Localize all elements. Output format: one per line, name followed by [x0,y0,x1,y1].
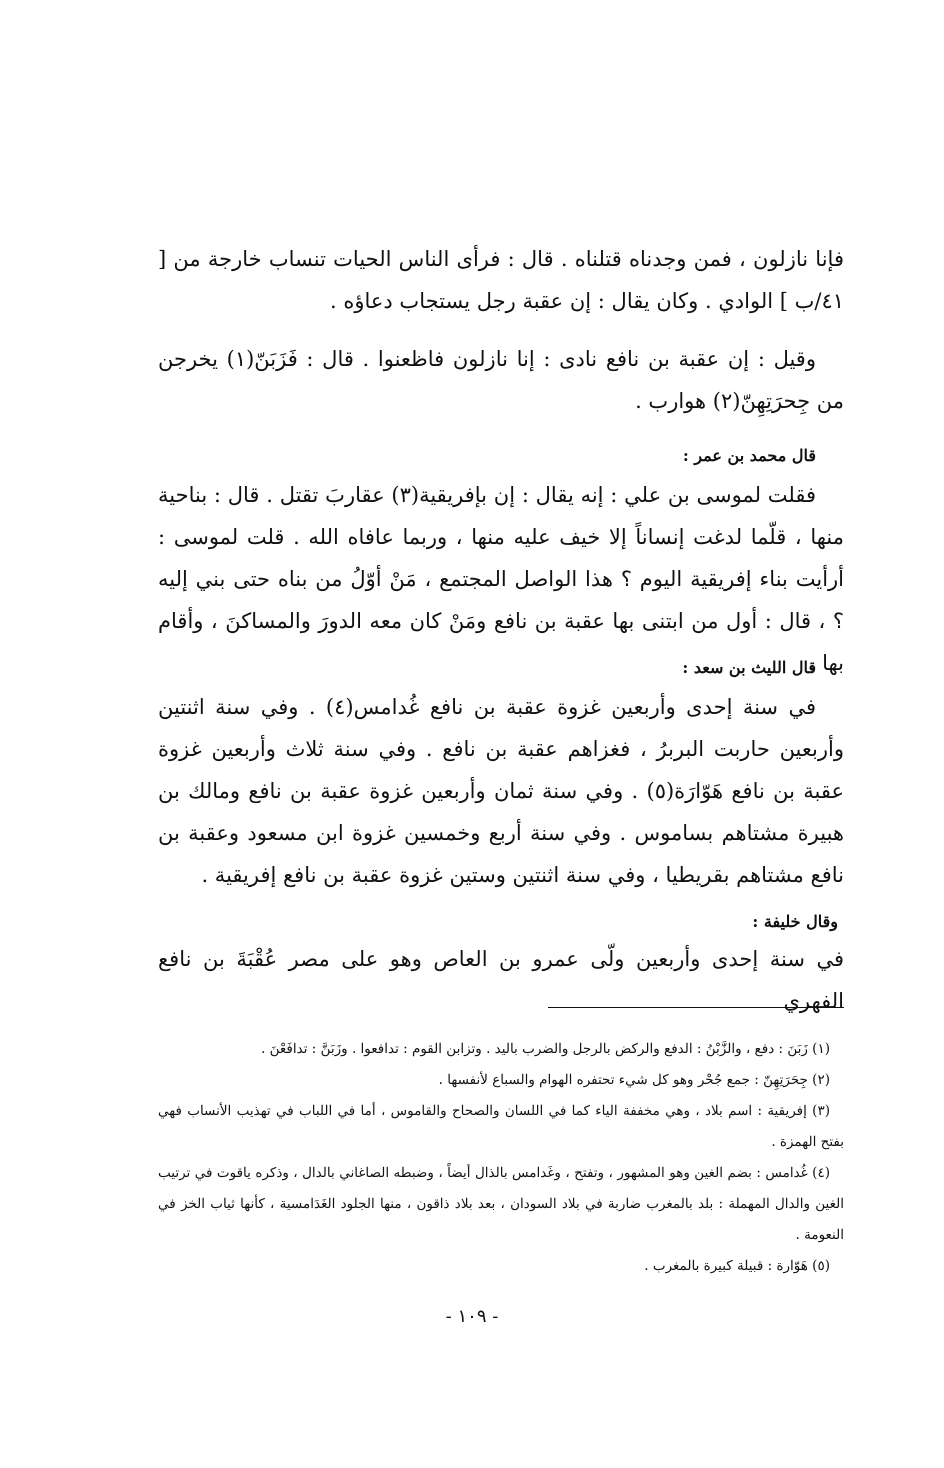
paragraph-text: فقلت لموسى بن علي : إنه يقال : إن بإفريقية(٣) عقاربَ تقتل . قال : بناحية منها ، قلّما لدغت إنساناً إلا خيف عليه منها ، وربما عافاه الله . قلت لموسى : أرأيت بناء إفريقية اليوم ؟ هذا الواصل المجتمع ، مَنْ أوّلُ من بناه حتى بني إليه ؟ ، قال : أول من ابتنى بها عقبة بن نافع ومَنْ كان معه الدورَ والمساكنَ ، وأقام بها . [158,483,844,675]
footnote: (٣) إفريقية : اسم بلاد ، وهي مخففة الياء كما في اللسان والصحاح والقاموس ، أما في اللباب في تهذيب الأنساب فهي بفتح الهمزة . [158,1103,844,1150]
paragraph [158,338,844,422]
section [158,442,844,684]
section [158,908,844,1022]
footnote: (١) زَبَنَ : دفع ، والزَّبْنُ : الدفع والركض بالرجل والضرب باليد . وتزابن القوم : تدافعوا . وزَبَنَّ : تدافَعْنَ . [261,1041,830,1057]
section-heading: قال الليث بن سعد : [682,658,816,677]
paragraph-text: في سنة إحدى وأربعين ولّى عمرو بن العاص وهو على مصر عُقْبَةَ بن نافع الفهري [158,947,844,1013]
footnote-separator [548,1007,844,1008]
section-heading: قال محمد بن عمر : [682,446,816,465]
section [158,654,844,896]
footnotes [158,1034,844,1282]
paragraph [158,238,844,322]
footnote: (٤) غُدامس : بضم الغين وهو المشهور ، وتفتح ، وغَدامس بالذال أيضاً ، وضبطه الصاغاني بالدال ، وذكره ياقوت في ترتيب الغين والدال المهملة : بلد بالمغرب ضاربة في بلاد السودان ، بعد بلاد ذاقون ، منها الجلود الغَدَامسية ، كأنها ثياب الخز في النعومة . [158,1165,844,1243]
paragraph-text: فإنا نازلون ، فمن وجدناه قتلناه . قال : فرأى الناس الحيات تنساب خارجة من [ ٤١/ب ] الوادي . وكان يقال : إن عقبة رجل يستجاب دعاؤه . [158,247,844,313]
section-heading: وقال خليفة : [752,912,838,931]
footnote: (٢) جِحَرَتِهِنّ : جمع جُحْر وهو كل شيء تحتفره الهوام والسباع لأنفسها . [438,1072,830,1088]
footnote: (٥) هَوّارة : قبيلة كبيرة بالمغرب . [644,1258,830,1274]
paragraph-text: في سنة إحدى وأربعين غزوة عقبة بن نافع غُدامس(٤) . وفي سنة اثنتين وأربعين حاربت البربرُ ، فغزاهم عقبة بن نافع . وفي سنة ثلاث وأربعين غزوة عقبة بن نافع هَوّارَة(٥) . وفي سنة ثمان وأربعين غزوة عقبة بن نافع ومالك بن هبيرة مشتاهم بساموس . وفي سنة أربع وخمسين غزوة ابن مسعود وعقبة بن نافع مشتاهم بقريطيا ، وفي سنة اثنتين وستين غزوة عقبة بن نافع إفريقية . [158,695,844,887]
page-number: - ١٠٩ - [445,1306,499,1327]
paragraph-text: وقيل : إن عقبة بن نافع نادى : إنا نازلون فاظعنوا . قال : فَزَبَنّ(١) يخرجن من جِحرَتِهِنّ(٢) هوارب . [158,347,844,413]
